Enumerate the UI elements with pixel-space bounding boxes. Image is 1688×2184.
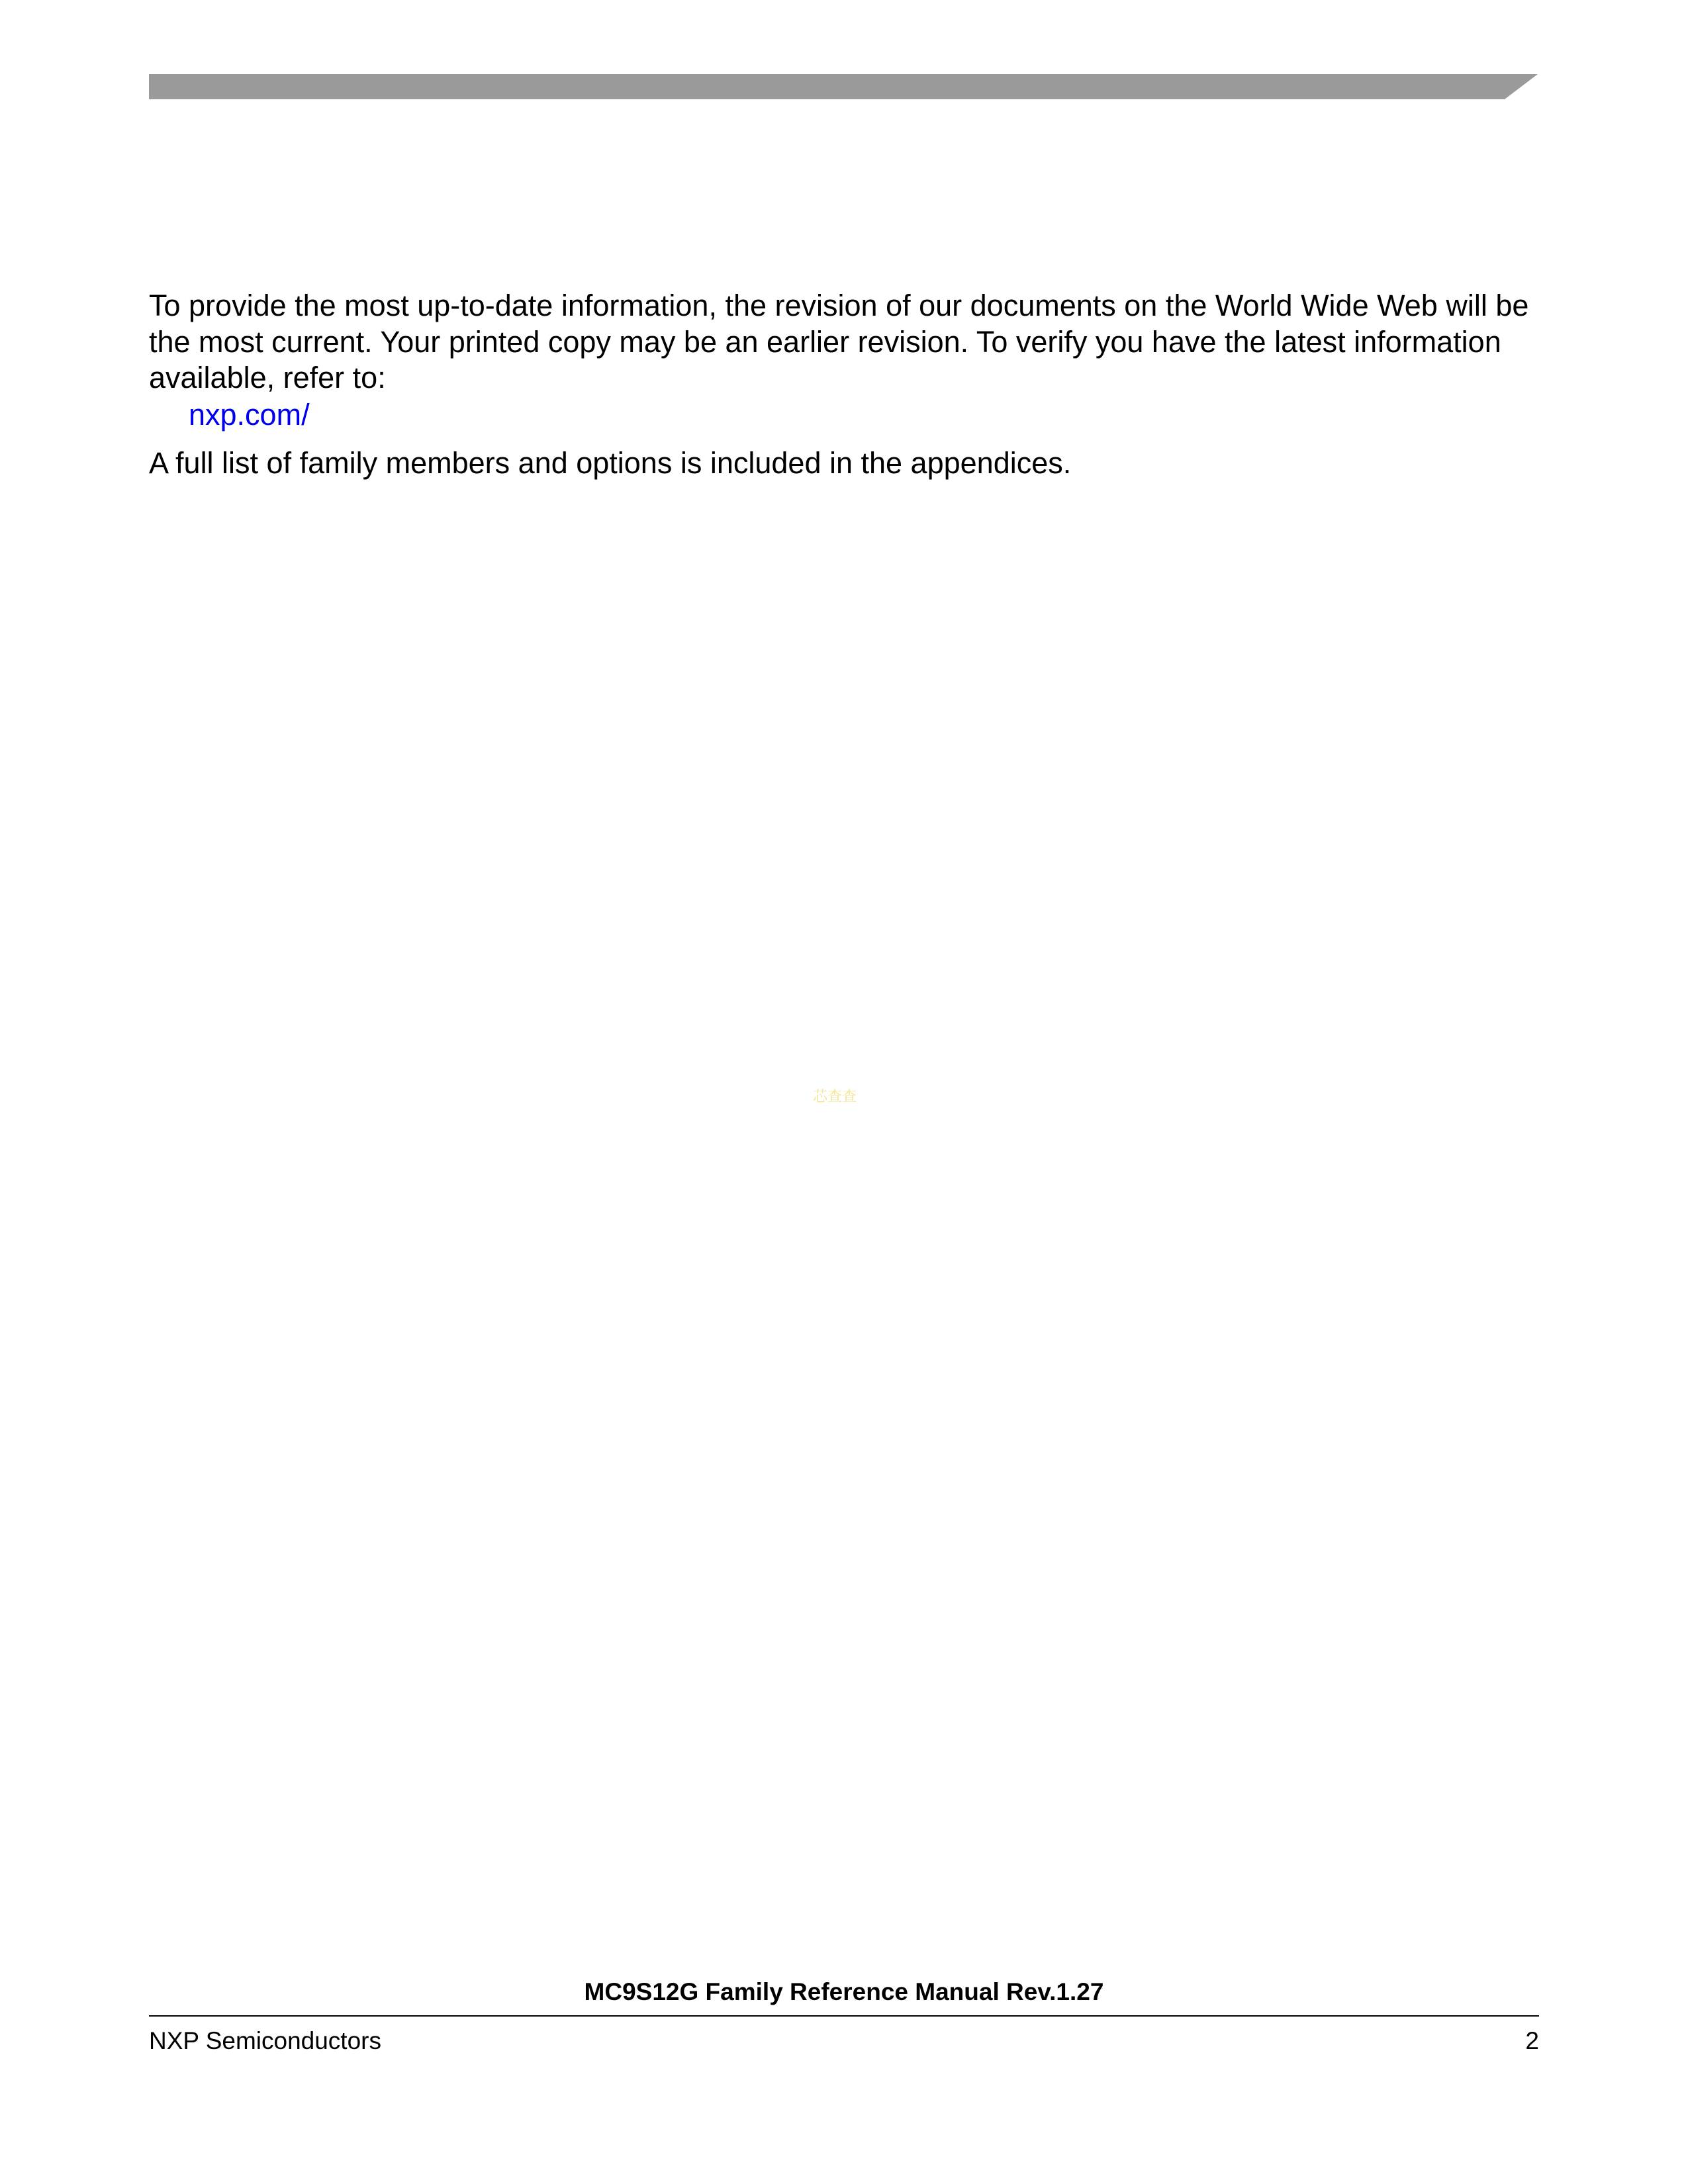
footer-divider bbox=[149, 2015, 1539, 2017]
intro-paragraph: To provide the most up-to-date information, the revision of our documents on the World Wide Web will be the most current. Your printed copy may be an earlier revision. To verify you have the latest information available, refer to: bbox=[149, 289, 1529, 394]
nxp-link[interactable]: nxp.com/ bbox=[189, 397, 310, 432]
watermark: 芯查查 bbox=[813, 1088, 857, 1105]
main-content bbox=[149, 288, 1539, 481]
header-bar-shape bbox=[149, 74, 1538, 99]
footer-company: NXP Semiconductors bbox=[149, 2027, 381, 2054]
header-bar bbox=[149, 74, 1538, 99]
footer-manual-title: MC9S12G Family Reference Manual Rev.1.27 bbox=[584, 1978, 1104, 2005]
page-number: 2 bbox=[1525, 2027, 1539, 2054]
link-line bbox=[189, 396, 1539, 433]
family-note: A full list of family members and options is included in the appendices. bbox=[149, 445, 1072, 480]
